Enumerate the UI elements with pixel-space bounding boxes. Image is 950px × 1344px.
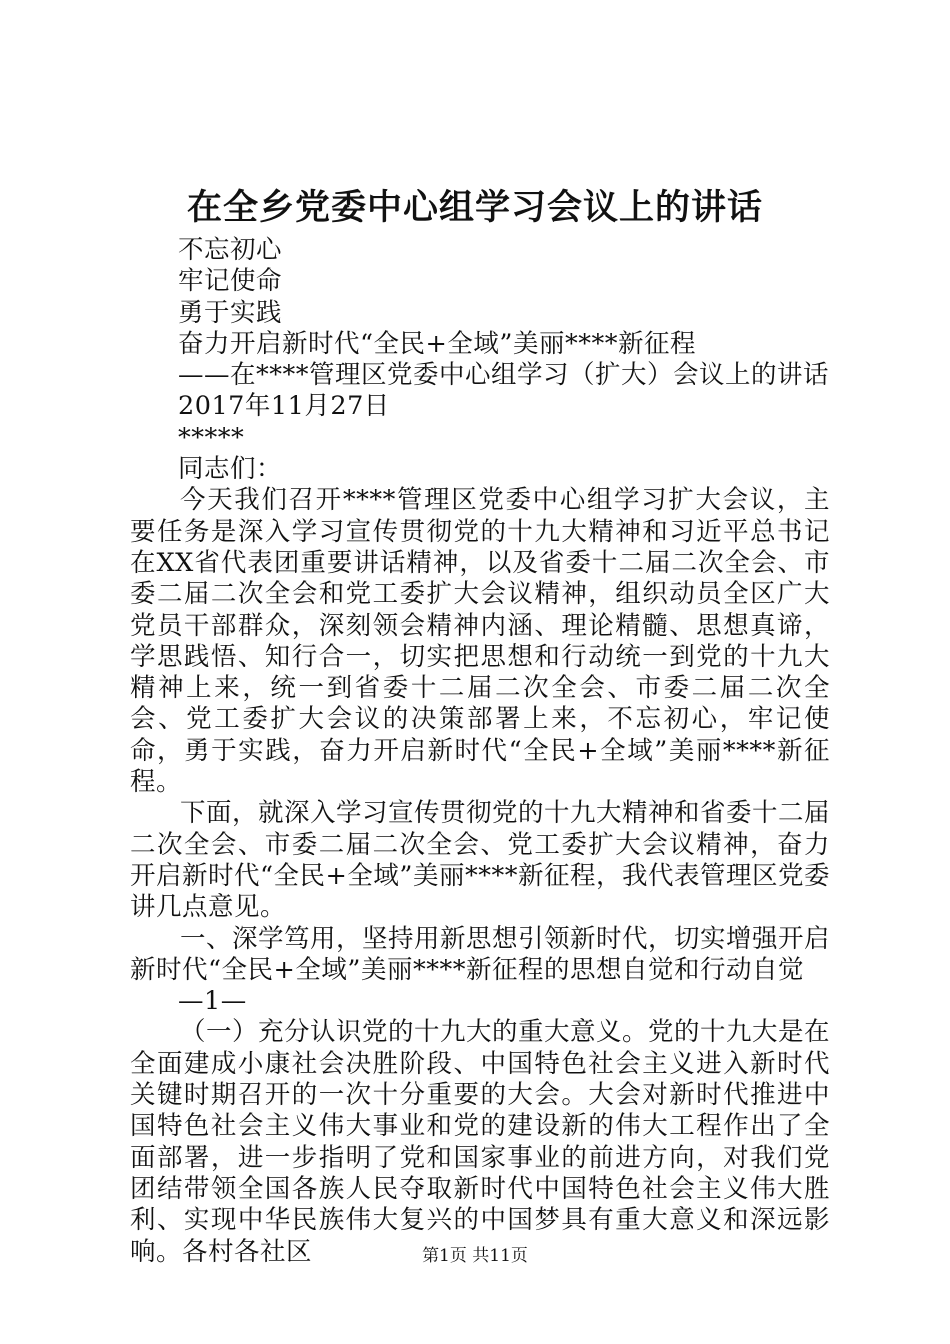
- subtitle-line-2: 牢记使命: [178, 266, 283, 297]
- body-paragraph-1: 今天我们召开****管理区党委中心组学习扩大会议，主要任务是深入学习宣传贯彻党的十九大精神和习近平总书记在XX省代表团重要讲话精神，以及省委十二届二次全会、市委二届二次全会和党工委扩大会议精神，组织动员全区广大党员干部群众，深刻领会精神内涵、理论精髓、思想真谛，学思践悟、知行合一，切实把思想和行动统一到党的十九大精神上来，统一到省委十二届二次全会、市委二届二次全会、党工委扩大会议的决策部署上来，不忘初心，牢记使命，勇于实践，奋力开启新时代“全民+全域”美丽****新征程。: [130, 485, 830, 798]
- speech-occasion-line: ——在****管理区党委中心组学习（扩大）会议上的讲话: [178, 360, 830, 391]
- body-paragraph-2: 下面，就深入学习宣传贯彻党的十九大精神和省委十二届二次全会、市委二届二次全会、党工委扩大会议精神，奋力开启新时代“全民+全域”美丽****新征程，我代表管理区党委讲几点意见。: [130, 798, 831, 923]
- speaker-name: *****: [178, 422, 245, 453]
- page-marker: —1—: [178, 986, 247, 1017]
- speech-theme-line: 奋力开启新时代“全民+全域”美丽****新征程: [178, 328, 696, 359]
- body-paragraph-3: （一）充分认识党的十九大的重大意义。党的十九大是在全面建成小康社会决胜阶段、中国特色社会主义进入新时代关键时期召开的一次十分重要的大会。大会对新时代推进中国特色社会主义伟大事业和党的建设新的伟大工程作出了全面部署，进一步指明了党和国家事业的前进方向，对我们党团结带领全国各族人民夺取新时代中国特色社会主义伟大胜利、实现中华民族伟大复兴的中国梦具有重大意义和深远影响。各村各社区: [130, 1017, 831, 1267]
- salutation: 同志们：: [178, 454, 283, 485]
- page-footer: 第1页 共11页: [422, 1246, 528, 1266]
- document-body: [130, 235, 830, 1268]
- document-title: 在全乡党委中心组学习会议上的讲话: [186, 187, 763, 228]
- speech-date: 2017年11月27日: [178, 391, 390, 422]
- section-heading-1: 一、深学笃用，坚持用新思想引领新时代，切实增强开启新时代“全民+全域”美丽****新征程的思想自觉和行动自觉: [130, 923, 831, 985]
- subtitle-line-3: 勇于实践: [178, 297, 283, 328]
- subtitle-line-1: 不忘初心: [178, 235, 283, 265]
